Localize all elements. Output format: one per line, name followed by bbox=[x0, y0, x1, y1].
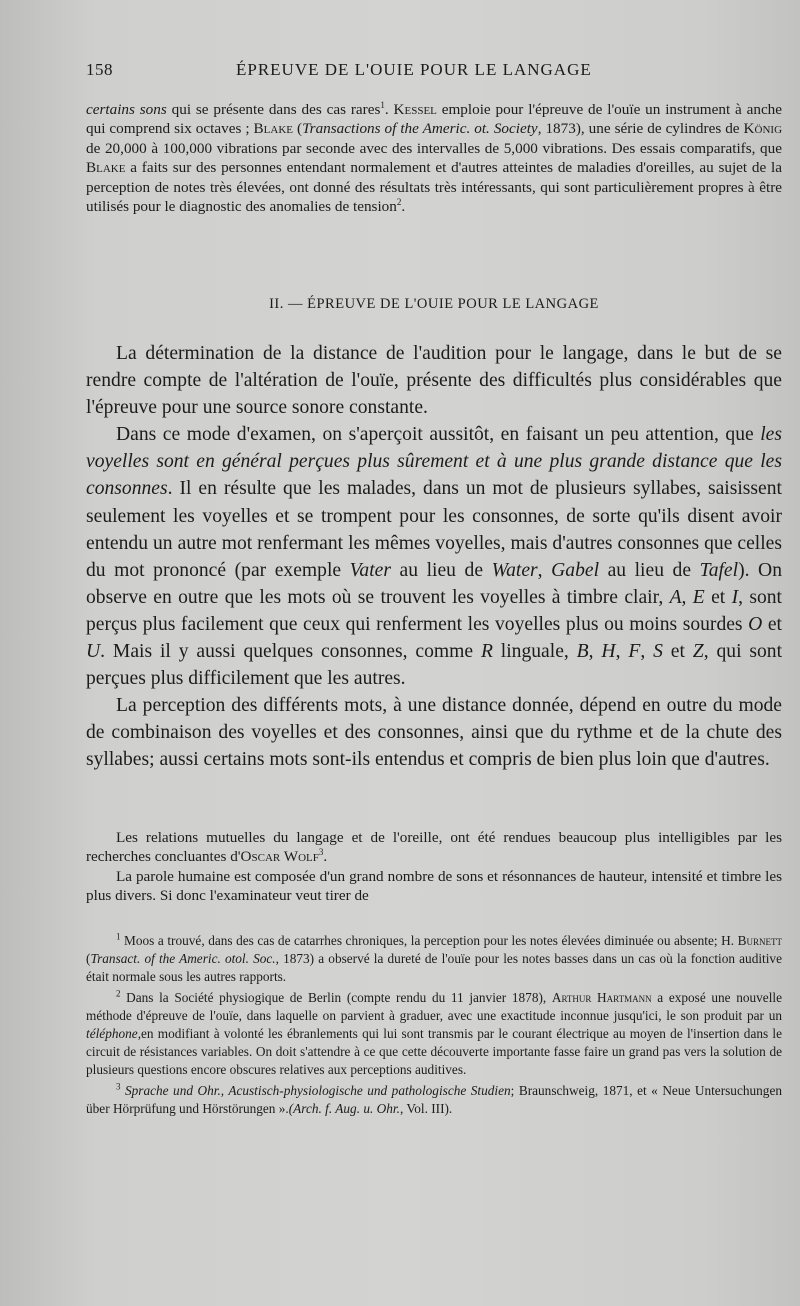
author-kessel: Kessel bbox=[393, 101, 437, 118]
letter: O bbox=[748, 613, 763, 635]
text-span: a faits sur des personnes entendant normalement et d'autres atteintes de maladies d'oreilles, au sujet de la perception de notes très élevées, ont donné des résultats très intéressants, qui sont particulièrement propres à être utilisés pour le diagnostic des anomalies de tension bbox=[86, 159, 782, 216]
text-span: , bbox=[681, 586, 693, 608]
author-konig: König bbox=[743, 120, 783, 138]
text-span: , bbox=[588, 641, 602, 663]
letter: H bbox=[601, 641, 616, 663]
section-heading: II. — ÉPREUVE DE L'OUIE POUR LE LANGAGE bbox=[269, 296, 599, 312]
footnote-ref-2: 2 bbox=[396, 196, 402, 207]
text-span: ( bbox=[293, 120, 303, 138]
letter: E bbox=[692, 586, 705, 608]
text-span: au lieu de bbox=[391, 559, 492, 581]
paragraph-3: La perception des différents mots, à une distance donnée, dépend en outre du mode de combinaison des voyelles et des consonnes, ainsi que du rythme et de la chute des syllabes; aussi certains mots sont-ils entendus et compris de bien plus loin que d'autres. bbox=[86, 695, 782, 771]
citation: Transact. of the Americ. otol. Soc. bbox=[90, 950, 276, 966]
text-span: de 20,000 à 100,000 vibrations par seconde avec des intervalles de 5,000 vibrations. Des essais comparatifs, que bbox=[86, 139, 782, 157]
text-span: , Vol. III). bbox=[399, 1101, 453, 1117]
footnote-2 bbox=[86, 989, 782, 1078]
running-title: ÉPREUVE DE L'OUIE POUR LE LANGAGE bbox=[236, 60, 592, 79]
top-paragraph bbox=[86, 100, 782, 216]
text-span: , 1873), une série de cylindres de bbox=[537, 120, 744, 138]
author-blake-2: Blake bbox=[86, 159, 126, 177]
text-span: , bbox=[640, 641, 654, 663]
text-span: au lieu de bbox=[599, 559, 700, 581]
letter: F bbox=[628, 641, 641, 663]
word-example: Gabel bbox=[551, 559, 600, 581]
text-span: ). On observe en outre que les mots où se trouvent les voyelles à timbre clair, bbox=[86, 559, 782, 608]
text-span: , bbox=[615, 641, 629, 663]
paragraph-4 bbox=[86, 828, 782, 867]
text-span: . Mais il y aussi quelques consonnes, comme bbox=[100, 641, 481, 663]
text-span: Les relations mutuelles du langage et de l'oreille, ont été rendues beaucoup plus intelligibles par les recherches concluantes d' bbox=[86, 829, 782, 866]
emphasis: téléphone bbox=[86, 1025, 138, 1041]
text-span: emploie pour l'épreuve de l'ouïe un instrument à anche qui comprend six octaves ; bbox=[86, 101, 783, 138]
letter: Z bbox=[692, 641, 704, 663]
text-span: . bbox=[323, 848, 328, 866]
text-span: Moos a trouvé, dans des cas de catarrhes chroniques, la perception pour les notes élevées diminuée ou absente; H. bbox=[120, 933, 738, 948]
paragraph-5: La parole humaine est composée d'un grand nombre de sons et résonnances de hauteur, intensité et timbre les plus divers. Si donc l'examinateur veut tirer de bbox=[86, 867, 782, 905]
text-span: linguale, bbox=[492, 641, 577, 663]
page-number: 158 bbox=[86, 60, 113, 79]
main-text bbox=[86, 340, 782, 774]
letter: I bbox=[731, 586, 739, 608]
footnote-3 bbox=[86, 1082, 782, 1118]
emphasis: les voyelles sont en général perçues plus sûrement et à une plus grande distance que les consonnes bbox=[86, 424, 782, 500]
text-span: , sont perçus plus facilement que ceux qui renferment les voyelles plus ou moins sourdes bbox=[86, 586, 782, 635]
text-span: , qui sont perçues plus difficilement que les autres. bbox=[86, 641, 783, 690]
author-blake: Blake bbox=[253, 120, 294, 138]
text-span: Dans ce mode d'examen, on s'aperçoit aussitôt, en faisant un peu attention, que bbox=[116, 424, 761, 446]
text-span: . bbox=[401, 198, 406, 216]
text-span: Dans la Société physiogique de Berlin (compte rendu du 11 janvier 1878), bbox=[120, 990, 552, 1006]
footnote-1 bbox=[86, 932, 782, 985]
text-span: , 1873) a observé la dureté de l'ouïe pour les notes basses dans un cas où la fonction auditive était normale sous les autres rapports. bbox=[86, 950, 782, 984]
letter: B bbox=[576, 641, 589, 663]
footnotes bbox=[86, 932, 782, 1118]
author-hartmann: Arthur Hartmann bbox=[551, 990, 652, 1006]
text-span: . Il en résulte que les malades, dans un mot de plusieurs syllabes, saisissent seulement les voyelles et se trompent pour les consonnes, de sorte qu'ils disent avoir entendu un autre mot renfermant les mêmes voyelles, mais d'autres consonnes que celles du mot prononcé (par exemple bbox=[86, 478, 782, 581]
footnote-number: 3 bbox=[116, 1081, 121, 1092]
text-span: et bbox=[762, 613, 782, 635]
citation: (Arch. f. Aug. u. Ohr. bbox=[288, 1101, 400, 1117]
footnote-ref-3: 3 bbox=[318, 847, 324, 858]
author-wolf: Oscar Wolf bbox=[240, 848, 319, 866]
text-span: , bbox=[537, 559, 552, 581]
word-example: Water bbox=[491, 559, 538, 581]
letter: A bbox=[669, 586, 682, 608]
citation: Sprache und Ohr., Acustisch-physiologische und pathologische Studien bbox=[125, 1083, 511, 1099]
text-span: qui se présente dans des cas rares bbox=[166, 101, 381, 118]
text-span: a exposé une nouvelle méthode d'épreuve de l'ouïe, dans laquelle on parvient à graduer, avec une exactitude inconnue jusqu'ici, le son produit par un bbox=[86, 990, 783, 1024]
lower-text bbox=[86, 828, 782, 906]
text-span: et bbox=[662, 641, 693, 663]
paragraph-2 bbox=[86, 421, 782, 692]
paragraph-1: La détermination de la distance de l'audition pour le langage, dans le but de se rendre compte de l'altération de l'ouïe, présente des difficultés plus considérables que l'épreuve pour une source sonore constante. bbox=[86, 343, 782, 419]
text-span: certains sons bbox=[86, 101, 167, 118]
text-span: ; Braunschweig, 1871, et « Neue Untersuchungen über Hörprüfung und Hörstörungen ». bbox=[86, 1083, 782, 1117]
letter: U bbox=[86, 641, 101, 663]
word-example: Vater bbox=[349, 559, 391, 581]
footnote-number: 1 bbox=[116, 931, 121, 942]
letter: R bbox=[480, 641, 493, 663]
footnote-ref-1: 1 bbox=[380, 99, 385, 110]
letter: S bbox=[653, 641, 663, 663]
footnote-number: 2 bbox=[116, 988, 121, 999]
text-span: ,en modifiant à volonté les ébranlements qui lui sont transmis par le courant électrique au moyen de l'insertion dans le circuit de résistances variables. On doit s'attendre à ce que cette découverte importante fasse faire un grand pas vers la solution de plusieurs questions encore obscures relatives aux perceptions auditives. bbox=[86, 1025, 782, 1077]
text-span: . bbox=[384, 101, 394, 118]
word-example: Tafel bbox=[699, 559, 739, 581]
text-span: et bbox=[704, 586, 732, 608]
author-burnett: Burnett bbox=[737, 933, 782, 948]
running-head bbox=[86, 60, 632, 84]
text-span: ( bbox=[86, 950, 91, 966]
citation: Transactions of the Americ. ot. Society bbox=[302, 120, 538, 138]
